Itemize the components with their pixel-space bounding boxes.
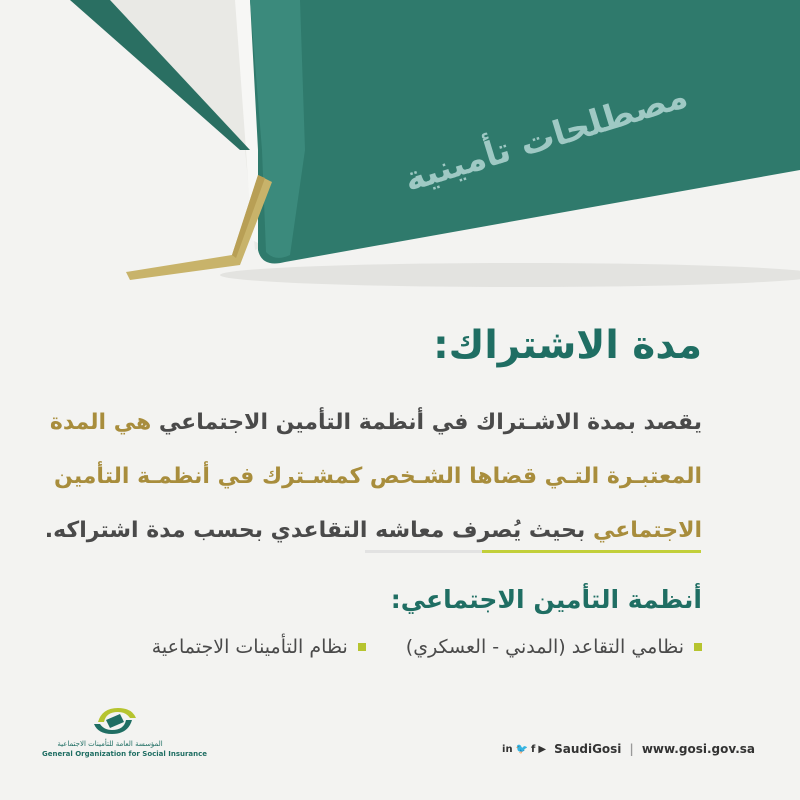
logo-arabic-text: المؤسسة العامة للتأمينات الاجتماعية — [57, 740, 163, 748]
twitter-icon[interactable]: 🐦 — [515, 743, 529, 755]
systems-list — [152, 636, 702, 658]
paragraph-line-3-normal: بحيث يُصرف معاشه التقاعدي بحسب مدة اشتراكه. — [44, 518, 593, 543]
logo-english-text: General Organization for Social Insurance — [42, 750, 208, 758]
definition-paragraph — [44, 396, 702, 558]
facebook-icon[interactable]: f — [531, 743, 536, 755]
paragraph-line-1-normal: يقصد بمدة الاشـتراك في أنظمة التأمين الاجتماعي — [151, 410, 702, 435]
book-image — [0, 0, 800, 300]
paragraph-line-1-highlight: هي المدة — [49, 410, 152, 435]
list-item-label: نظام التأمينات الاجتماعية — [151, 636, 348, 658]
divider-accent — [482, 550, 701, 553]
paragraph-line-2: المعتبـرة التـي قضاها الشـخص كمشـترك في أنظمـة التأمين — [54, 464, 702, 489]
list-item — [152, 636, 366, 658]
bullet-icon — [358, 643, 366, 651]
list-item-label: نظامي التقاعد (المدني - العسكري) — [405, 636, 684, 658]
footer-separator: | — [629, 742, 634, 756]
paragraph-line-1 — [49, 396, 702, 450]
website-link[interactable]: www.gosi.gov.sa — [641, 742, 755, 756]
book-cover-title: مصطلحات تأمينية — [399, 75, 693, 201]
book-illustration — [0, 0, 800, 300]
section-subheading: أنظمة التأمين الاجتماعي: — [390, 585, 702, 614]
page-title: مدة الاشتراك: — [433, 323, 702, 368]
youtube-icon[interactable]: ▶ — [538, 743, 547, 755]
list-item — [406, 636, 702, 658]
gosi-logo-icon — [40, 700, 190, 740]
linkedin-icon[interactable]: in — [502, 743, 513, 755]
paragraph-line-3-highlight: الاجتماعي — [592, 518, 702, 543]
footer-contact — [502, 742, 755, 756]
social-handle[interactable]: SaudiGosi — [554, 742, 622, 756]
social-icons — [502, 744, 546, 755]
bullet-icon — [694, 643, 702, 651]
